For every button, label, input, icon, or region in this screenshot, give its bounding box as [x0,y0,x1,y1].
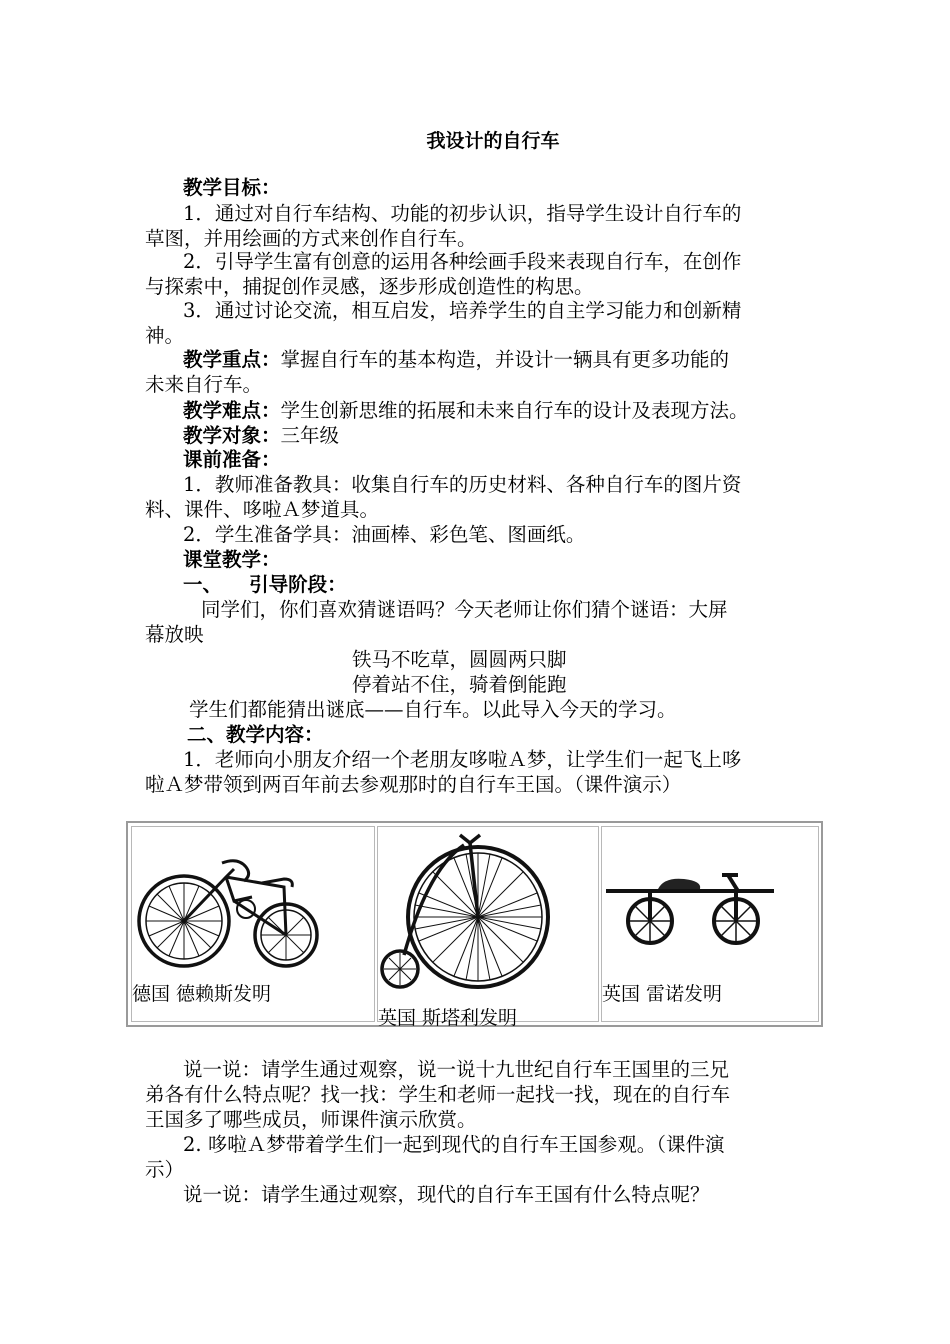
riddle-answer: 学生们都能猜出谜底——自行车。以此导入今天的学习。 [189,698,677,721]
prep-2: 2．学生准备学具：油画棒、彩色笔、图画纸。 [183,523,586,546]
goal-1-line-1: 1．通过对自行车结构、功能的初步认识，指导学生设计自行车的 [183,202,742,225]
key-point [183,347,729,372]
goal-2-line-2: 与探索中，捕捉创作灵感，逐步形成创造性的构思。 [145,275,594,298]
riddle-line-2: 停着站不住，骑着倒能跑 [352,673,567,696]
key-point-text: 掌握自行车的基本构造，并设计一辆具有更多功能的 [280,348,730,371]
key-point-line-2: 未来自行车。 [145,373,263,396]
class-heading: 课堂教学： [183,548,281,571]
draisine-spokes [628,899,758,943]
goals-heading: 教学目标： [183,176,281,199]
document-title: 我设计的自行车 [426,130,560,152]
after-line-4: 2. 哆啦Ａ梦带着学生们一起到现代的自行车王国参观。（课件演 [183,1133,725,1156]
section2-item1-line-2: 啦Ａ梦带领到两百年前去参观那时的自行车王国。（课件演示） [145,773,682,796]
key-point-label: 教学重点： [183,348,281,371]
section1-intro-line-2: 幕放映 [145,623,204,646]
riddle-line-1: 铁马不吃草，圆圆两只脚 [352,648,567,671]
bicycle-cell-1 [131,826,375,1022]
prep-heading: 课前准备： [183,448,281,471]
bicycle-caption-3: 英国 雷诺发明 [602,983,723,1005]
goal-3-line-1: 3．通过讨论交流，相互启发，培养学生的自主学习能力和创新精 [183,299,742,322]
section2-heading: 二、教学内容： [187,723,324,746]
prep-1-line-1: 1．教师准备教具：收集自行车的历史材料、各种自行车的图片资 [183,473,742,496]
after-line-6: 说一说：请学生通过观察，现代的自行车王国有什么特点呢？ [183,1183,710,1206]
after-line-3: 王国多了哪些成员，师课件演示欣赏。 [145,1108,477,1131]
difficulty [183,398,749,423]
bicycle-caption-1: 德国 德赖斯发明 [132,983,272,1005]
difficulty-label: 教学难点： [183,399,281,422]
bicycle-caption-2: 英国 斯塔利发明 [378,1007,518,1029]
draisine-icon [604,853,776,957]
target [183,423,339,448]
target-text: 三年级 [280,424,340,447]
prep-1-line-2: 料、课件、哆啦Ａ梦道具。 [145,498,380,521]
bicycle-cell-3 [601,826,819,1022]
goal-3-line-2: 神。 [145,324,185,347]
penny-farthing-icon [378,829,558,991]
section1-heading: 一、 引导阶段： [183,573,347,596]
goal-2-line-1: 2．引导学生富有创意的运用各种绘画手段来表现自行车，在创作 [183,250,742,273]
safety-bicycle-icon [134,857,330,973]
goal-1-line-2: 草图，并用绘画的方式来创作自行车。 [145,227,477,250]
after-line-2: 弟各有什么特点呢？找一找：学生和老师一起找一找，现在的自行车 [145,1083,731,1106]
draisine-seat [658,879,700,889]
after-line-5: 示） [145,1158,185,1181]
section1-intro-line-1: 同学们，你们喜欢猜谜语吗？今天老师让你们猜个谜语：大屏 [201,598,728,621]
target-label: 教学对象： [183,424,281,447]
bicycle-cell-2 [377,826,599,1029]
bicycle-image-table [126,821,823,1027]
after-line-1: 说一说：请学生通过观察，说一说十九世纪自行车王国里的三兄 [183,1058,730,1081]
difficulty-text: 学生创新思维的拓展和未来自行车的设计及表现方法。 [280,399,749,422]
section2-item1-line-1: 1．老师向小朋友介绍一个老朋友哆啦Ａ梦，让学生们一起飞上哆 [183,748,742,771]
